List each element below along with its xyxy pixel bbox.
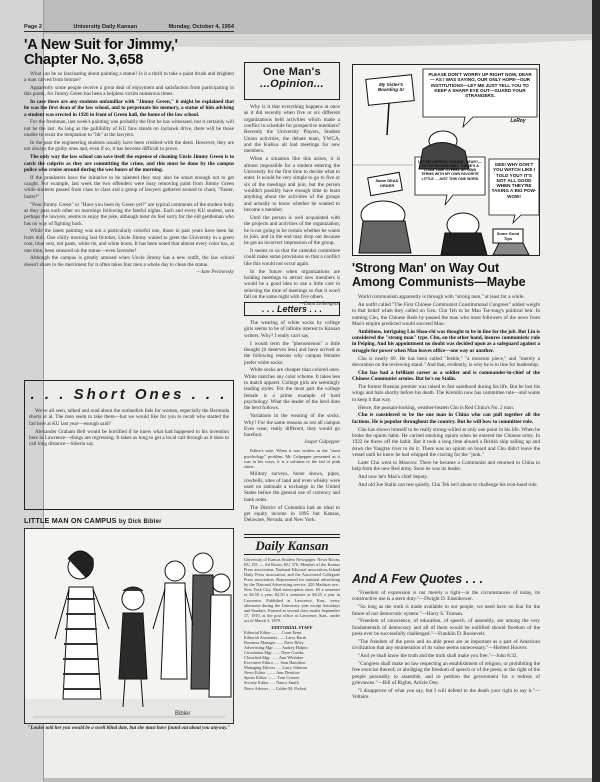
letters-signature: Jasper Culpepper — [304, 440, 340, 446]
letters-title: Letters — [276, 304, 307, 314]
opinion-body — [244, 104, 340, 310]
opinion-paragraph: Why is it that everything happens at once as it did recently when five or six different organizations held activities which made a conflict in schedule for prospective members? Recently the University Players, Student Union activities, the debate team, YWCA, and the KuKus all had meetings for new members. — [244, 104, 340, 155]
staff-entry: Managing Editors ..... Larry Johnson — [244, 665, 308, 671]
strongmen-body — [352, 294, 540, 490]
opinion-title-line1: One Man's — [263, 66, 321, 78]
strongmen-paragraph: Chu has had a brilliant career as a soldier and is commander-in-chief of the Chinese Communist armies. But he's no Stalin. — [352, 369, 540, 383]
jimmy-paragraph: In case there are any students unfamiliar with "Jimmy Green," it might be explained that he was the first dean of the law school, and to perpetuate his memory, a statue of him advising a student was erected in 1926 in front of Green hall, the home of the law school. — [24, 98, 234, 118]
strongmen-paragraph: Later Chu went to Moscow. There he became a Communist and returned to China to help form the new Red army. Soon he was its leader. — [352, 459, 540, 473]
letters-editor-note: Editor's note: When it was written as the "most psychology" problem, Mr. Culpepper presented as it was in his ways, it is a solution to the fad of pink shirts. — [244, 448, 340, 470]
lmoc-drawing — [25, 529, 234, 724]
quote-paragraph: "Freedom of expression is not merely a right—in the circumstances of today, its constructive use is a stern duty."—Dwight D. Eisenhower. — [352, 590, 540, 603]
letters-paragraph: Military surveys, horse shows, pipes, cowbells, sites of land and even whisky were used on rationale a exchange in the United States before the general use of currency and bank notes. — [244, 471, 340, 503]
cartoon-tag-2: Some Good Tips — [496, 231, 520, 241]
jimmy-body — [24, 71, 234, 276]
political-cartoon — [352, 64, 540, 256]
jimmy-paragraph: In the past the engineering students usually have been credited with the deed. However, they are not always the guilty ones and, even if so, it has become difficult to prove. — [24, 140, 234, 153]
issue-date: Monday, October 4, 1954 — [168, 24, 234, 30]
page-folio — [24, 24, 234, 32]
jimmy-paragraph: The only way the law school can save itself the expense of cleaning Uncle Jimmy Green is to catch the culprits as they are committing the crime, and this must be done by the campus police who cruise around during the wee hours of the morning. — [24, 154, 234, 173]
quote-paragraph: "And ye shall know the truth and the truth shall make you free."—John 8:32. — [358, 653, 518, 660]
staff-entry: Classified Mgr. ...... Ann Whitaker — [244, 655, 304, 661]
cartoon-artist: LeRoy — [510, 118, 526, 124]
short-ones-box — [24, 380, 234, 510]
page-edge — [592, 0, 600, 782]
bubble-2: LET ME HAPPEN, PLEASE, DEAR?—AS I'VE HAVING SAID, THERE'S A LONG TIME TO FEEL MY OWN TERMS WITH MY OWN FAVORITE LITTLE ... JUST THIS ONE WORD — [418, 160, 482, 181]
paper-name: University Daily Kansan — [73, 24, 138, 30]
group-figures — [153, 553, 231, 697]
page-number: Page 2 — [24, 24, 43, 30]
opinion-paragraph: It seems to us that the calendar committee could make some provisions so that a conflict like this would not occur again. — [244, 248, 340, 267]
jimmy-editorial — [24, 38, 234, 278]
jimmy-paragraph: While the latest painting was not a particularly colorful one, those in past years have been far from dull. One chilly morning last October, Uncle Jimmy waited to greet the University in a green coat, blue vest, red pants, white tie, and white boots. It has been noted that almost every color has, at one time, been smeared on the statue—even lavender! — [24, 228, 234, 254]
staff-entry: Sports Editor ........ Tom Cramer — [244, 675, 300, 681]
opinion-title-box — [244, 62, 340, 100]
lmoc-title — [24, 516, 234, 525]
opinion-paragraph: Until the person is well acquainted with the projects and activities of the organization, he is not going to be certain whether he wants to join, and in the end may drop out because he got an incorrect impression of the group. — [244, 214, 340, 247]
quote-paragraph: "The freedom of the press and an able press are as important as a part of American civilization that any enumeration of its value seems unnecessary."—Herbert Hoover. — [352, 638, 540, 652]
lmoc-byline: by Dick Bibler — [118, 519, 162, 525]
opinion-title-line2: ...Opinion... — [260, 78, 324, 90]
quote-paragraph: "Congress shall make no law respecting an establishment of religion, or prohibiting the free exercise thereof; or abridging the freedom of speech or of the press; or the right of the people peaceably to assemble, and to petition the government for a redress of grievances."—Bill of Rights, Article One. — [352, 660, 540, 686]
jimmy-headline: 'A New Suit for Jimmy,' Chapter No. 3,658 — [24, 37, 178, 68]
strongmen-paragraph: Chu is nearly 69. He has been called "feeble," "a museum piece," and "merely a decoration on the reviewing stand." And that, evidently, is why he is in line for leadership. — [352, 355, 540, 368]
letters-paragraph: White socks are cheaper than colored ones. White matches any color scheme. It takes less to match apparel. College girls are seemingly leading styles. For the most part the college female is a prime example of hard psychology. What the leader of the herd does the herd follows. — [244, 367, 340, 412]
jimmy-paragraph: If the pranksters have the initiative to be talented they may also be smart enough not to get caught. For example, last week the two offenders were busy removing paint from Jimmy Green while students passed from class to class and a group of lawyers gathered around to chant, "Faster, faster!" — [24, 174, 234, 200]
jimmy-paragraph: For the freshman, last week's painting was probably the first he has witnessed, but it certainly will not be the last. As long as the gullibility of KU fans stands on Jayhawk drive, there will be those unable to resist the temptation to "hit" at the lawyers. — [24, 119, 234, 139]
quote-paragraph: "So long as the truth is made available to our people, we need have no fear for the future of our democratic system."—Harry S. Truman. — [352, 604, 540, 617]
lmoc-title-text: LITTLE MAN ON CAMPUS — [24, 516, 117, 525]
staff-entry: Advertising Mgr. ...... Audrey Halpin — [244, 645, 308, 650]
letters-paragraph: The District of Columbia had an ideal to get equity income in 1895 but Kansas, Delaware, Nevada, and New York. — [244, 504, 340, 524]
letters-paragraph: I would term the "phenomenon" a little thought (it deserves less) and have arrived at the following reasons why campus females prefer white socks: — [244, 340, 340, 366]
opinion-signature: —Dana Leibengood — [299, 301, 340, 307]
letters-paragraph: Variations in the wearing of the socks. Why? For the same reasons as not all campus Eves wear, really different, they would go barefoot. — [244, 413, 340, 439]
strongmen-headline: 'Strong Man' on Way Out Among Communists—Maybe — [352, 261, 526, 289]
strongmen-paragraph: Chu is considered to be the one man in China who can pull together all the factions. He is popular throughout the country. But he will bow to committee rule. — [352, 412, 540, 425]
staff-entry: News Adviser ..... Calder M. Pickett — [244, 685, 307, 691]
jimmy-paragraph: What can be so fascinating about painting a statue? Is it a thrill to take a paint brush and brighten a man carved from bronze? — [24, 70, 234, 83]
man-figure — [119, 587, 147, 707]
jimmy-paragraph: "Poor Jimmy Green" or "Have you been by Green yet?" are typical comments of the student body as they pass each other on mornings following the fateful nights. Each and every KU student, save perhaps the lawyers, seems to enjoy the joke, although most do feel sorry for the old gentleman who has no way of fighting back. — [24, 201, 234, 227]
lmoc-artist-mark: Bibler — [175, 711, 191, 717]
letters-title-box: . . . Letters . . . — [244, 302, 340, 316]
lmoc-caption: "Louise told her you would be a swell blind date, but she must have found out about you anyway." — [27, 726, 231, 731]
masthead — [244, 534, 340, 691]
quotes-headline: And A Few Quotes . . . — [352, 572, 484, 586]
quote-paragraph: "I disapprove of what you say, but I will defend to the death your right to say it."—Voltaire. — [352, 687, 540, 701]
strongmen-paragraph: World communism apparently is through with "strong men," at least for a while. — [358, 294, 525, 300]
masthead-name: Daily Kansan — [244, 537, 340, 555]
strongmen-paragraph: Chu has shown himself to be really strong-willed at only one point in his life. When he broke the opium habit. He carried smoking opium when he entered the Chinese army. In 1922 he threw off the habit. But it took a long time aboard a British ship sailing up and down the Yangtze river to do it. There was no opium on board and Chu didn't leave the vessel until he knew he had whipped the craving for the "junk." — [352, 426, 540, 458]
jimmy-paragraph: Apparently some people receive a great deal of enjoyment and satisfaction from participating in this prank, for Jimmy Green has been a helpless victim numerous times. — [24, 84, 234, 98]
short-ones-body — [29, 408, 229, 448]
staff-list — [244, 630, 340, 691]
jimmy-signature: —Jane Pecinovsky — [196, 269, 234, 275]
short-ones-title: . . . Short Ones . . . — [30, 386, 228, 403]
staff-entry: Business Manager ...... Dave Riley — [244, 639, 304, 645]
strongmen-paragraph: Ambitious, intriguing Liu Shao-chi was thought to be in line for the job. But Liu is considered the "strong man" type. Chu, on the other hand, insures communistic rule in Peiping. And his appointment no doubt was decided upon as a safeguard against a struggle for power when Mao leaves office—one way or another. — [352, 328, 540, 354]
short-ones-title-text: Short Ones — [73, 386, 185, 403]
opinion-paragraph: When a situation like this arises, it is almost impossible for a student entering the University for the first time to decide what to enter. It would be very simple to go to five or six of the meetings and join, but the person wouldn't possibly have enough time to learn anything about the activities of the groups and actually to know whether he wanted to become a member. — [244, 156, 340, 213]
strongmen-paragraph: The former Russian premier was raised to fast sainthood during his life. But he lost his wings and halo shortly before his death. The Kremlin now has committee rule—and wants to keep it that way. — [352, 383, 540, 403]
staff-entry: Executive Editor ..... Stan Hamilton — [244, 660, 306, 666]
short-ones-paragraph: We've all seen, talked and read about the outlandish fads for women, especially the Bermuda shorts et al. The men seem to take them—but we would like for you to recall who started the fad here at KU last year—enough said? — [29, 408, 229, 427]
staff-entry: Circulation Mgr. ...... Dave Combs — [244, 650, 304, 656]
staff-entry: Editorial Assistants ...... Larry Barth — [244, 634, 307, 640]
staff-heading: EDITORIAL STAFF — [271, 624, 313, 630]
quotes-body — [352, 590, 540, 702]
strongmen-paragraph: An outfit called "The First Chinese Communist Constitutional Congress" added weight to that belief when they called on Gen. Chu Teh to be Mao Tse-tung's political heir. In naming Chu, the Chinese Reds by-passed the man who most followers of the news from Mao's empire predicted would succeed Mao. — [352, 301, 540, 327]
staff-entry: Society Editor ..... Nancy Smith — [244, 680, 299, 686]
bubble-1: PLEASE DON'T WORRY UP RIGHT NOW, DEAR — AS I WAS SAYING, OUR ONLY HOPE—OUR INSTITUTIONS—LET ME JUST TELL YOU TO KEEP A SHARP EYE OUT—GUARD YOUR STRANGERS. — [428, 72, 532, 99]
opinion-paragraph: In the future when organizations are holding meetings to attract new members it would be a good idea to use a little care in selecting the time of meetings so that it won't fall on the same night with five others. — [244, 268, 340, 300]
strongmen-paragraph: Hence, the peasant-looking, weather-beaten Chu is Red China's No. 2 man. — [358, 404, 515, 411]
staff-entry: Editorial Editor ........ Court Ernst — [244, 629, 302, 635]
quote-paragraph: "Freedom of conscience, of education, of speech, of assembly, are among the very fundamentals of democracy and all of them would be nullified should freedom of the press ever be successfully challenged."—Franklin D. Roosevelt. — [352, 618, 540, 638]
sign-text: My Sister's Boarding Sr — [377, 82, 405, 93]
masthead-info: University of Kansas Student Newspaper. News Room, KU 251 — Ad Room, KU 376. Member of the Kansas Press association, National Editorial association, Inland Daily Press association, and the Associated Collegiate Press association. Represented for national advertising by the National Advertising service, 420 Madison ave., New York City. Mail subscription rates: $3 a semester or $4.50 a year; $2.50 a semester or $4.25 a year in Lawrence. Published at Lawrence, Kan., every afternoon during the University year except Saturdays and Sundays. Entered as second class matter September 17, 1910, at the post office at Lawrence, Kan., under act of March 3, 1879. — [244, 557, 340, 623]
letters-paragraph: The wearing of white socks by college girls seems to be of infinite interest to Kansan writers. Why? I really can't say. — [244, 320, 340, 339]
jimmy-paragraph: Although the campus is greatly amused when Uncle Jimmy has a new outfit, the law school doesn't share in the merriment for it often takes four men a whole day to clean the statue. — [24, 255, 234, 268]
staff-entry: News Editor ........ Ann Denslow — [244, 670, 300, 676]
strongmen-paragraph: And old Joe Stalin can rest quietly. Chu Teh isn't about to challenge his iron-hand rule. — [358, 481, 538, 488]
woman-figure — [55, 551, 109, 699]
short-ones-paragraph: Alexander Graham Bell would be horrified if he knew what had happened to his invention here in Lawrence—things are regressing. It takes as long to get a local call through as it does to call long distance—Siberia say. — [29, 428, 229, 448]
strongmen-paragraph: And now he's Mao's chief deputy. — [358, 473, 429, 480]
cartoon-tag-1: Same DEAD ORDER — [375, 178, 399, 188]
letters-body — [244, 320, 340, 525]
bubble-3: GEE! WHY DON'T YOU WATCH LIKE I TOLD YOU? IT'S NOT ALL GOOD WHEN THEY'RE TAKING A BIG POW-WOW! — [491, 162, 537, 199]
lmoc-cartoon — [24, 528, 234, 724]
